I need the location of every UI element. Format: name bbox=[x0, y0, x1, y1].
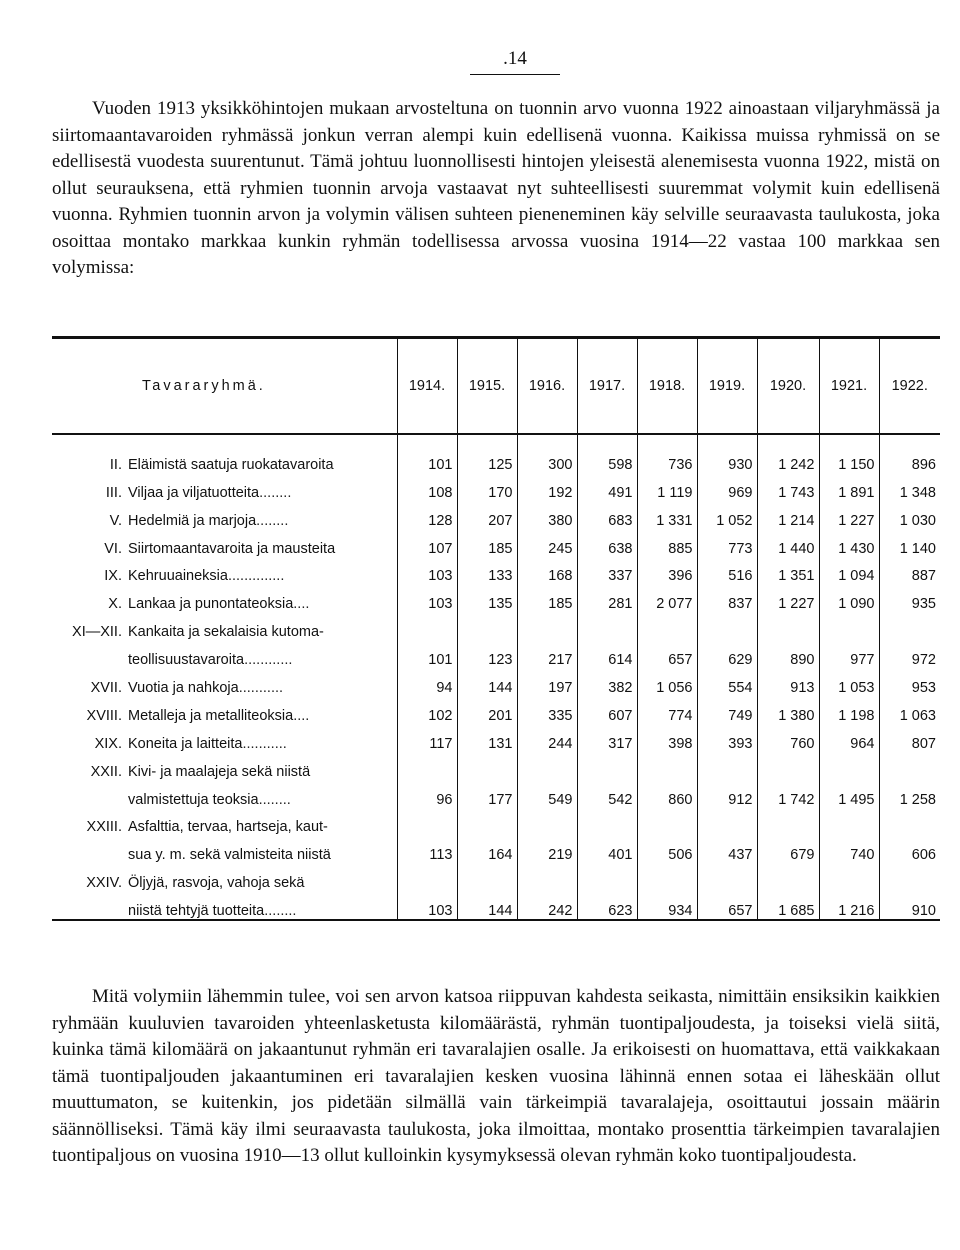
value-cell bbox=[757, 612, 819, 640]
value-cell: 516 bbox=[697, 557, 757, 585]
group-number: XVIII. bbox=[86, 707, 122, 724]
value-cell: 554 bbox=[697, 668, 757, 696]
value-cell: 913 bbox=[757, 668, 819, 696]
group-label: niistä tehtyjä tuotteita bbox=[128, 903, 265, 920]
value-cell: 185 bbox=[457, 529, 517, 557]
group-number: IX. bbox=[104, 568, 122, 585]
value-cell: 896 bbox=[879, 434, 940, 473]
group-name-cell bbox=[52, 434, 397, 473]
value-cell: 885 bbox=[637, 529, 697, 557]
value-cell: 317 bbox=[577, 724, 637, 752]
group-name-cell bbox=[52, 863, 397, 891]
value-cell: 1 119 bbox=[637, 473, 697, 501]
group-number: III. bbox=[105, 484, 122, 501]
value-cell bbox=[757, 863, 819, 891]
value-cell: 598 bbox=[577, 434, 637, 473]
group-name-cell bbox=[52, 696, 397, 724]
value-cell: 123 bbox=[457, 640, 517, 668]
value-cell: 2 077 bbox=[637, 584, 697, 612]
group-name-cell bbox=[52, 557, 397, 585]
value-cell: 1 063 bbox=[879, 696, 940, 724]
value-cell: 606 bbox=[879, 835, 940, 863]
value-cell bbox=[457, 808, 517, 836]
value-cell: 972 bbox=[879, 640, 940, 668]
value-cell: 657 bbox=[697, 891, 757, 920]
value-cell: 1 150 bbox=[819, 434, 879, 473]
value-cell: 629 bbox=[697, 640, 757, 668]
table-row bbox=[52, 434, 940, 473]
table-row bbox=[52, 584, 940, 612]
value-cell: 1 216 bbox=[819, 891, 879, 920]
group-label: Öljyjä, rasvoja, vahoja sekä bbox=[128, 875, 305, 892]
value-cell: 117 bbox=[397, 724, 457, 752]
header-group-label: Tavararyhmä. bbox=[52, 338, 397, 435]
table-row bbox=[52, 696, 940, 724]
value-cell: 300 bbox=[517, 434, 577, 473]
table-row bbox=[52, 612, 940, 640]
value-cell bbox=[637, 808, 697, 836]
value-cell bbox=[397, 612, 457, 640]
group-label: teollisuustavaroita bbox=[128, 652, 245, 669]
value-cell bbox=[697, 752, 757, 780]
value-cell: 185 bbox=[517, 584, 577, 612]
value-cell: 1 053 bbox=[819, 668, 879, 696]
value-cell: 113 bbox=[397, 835, 457, 863]
value-volume-ratio-table bbox=[52, 336, 940, 921]
group-label: Kankaita ja sekalaisia kutoma- bbox=[128, 624, 324, 641]
value-cell: 1 140 bbox=[879, 529, 940, 557]
group-number: X. bbox=[108, 596, 122, 613]
table-row bbox=[52, 473, 940, 501]
value-cell: 401 bbox=[577, 835, 637, 863]
table-body bbox=[52, 434, 940, 920]
value-cell: 396 bbox=[637, 557, 697, 585]
value-cell: 201 bbox=[457, 696, 517, 724]
header-year: 1921. bbox=[819, 338, 879, 435]
group-name-cell bbox=[52, 584, 397, 612]
header-year: 1917. bbox=[577, 338, 637, 435]
value-cell: 749 bbox=[697, 696, 757, 724]
value-cell: 437 bbox=[697, 835, 757, 863]
value-cell: 638 bbox=[577, 529, 637, 557]
value-cell: 890 bbox=[757, 640, 819, 668]
value-cell bbox=[757, 752, 819, 780]
value-cell: 144 bbox=[457, 891, 517, 920]
value-cell: 1 891 bbox=[819, 473, 879, 501]
value-cell: 774 bbox=[637, 696, 697, 724]
value-cell bbox=[879, 612, 940, 640]
value-cell: 1 198 bbox=[819, 696, 879, 724]
value-cell bbox=[517, 612, 577, 640]
leader-dots: ........ bbox=[264, 903, 297, 920]
value-cell: 614 bbox=[577, 640, 637, 668]
value-cell bbox=[819, 808, 879, 836]
value-cell: 1 056 bbox=[637, 668, 697, 696]
group-number: XIX. bbox=[94, 735, 122, 752]
table-row bbox=[52, 808, 940, 836]
value-cell: 380 bbox=[517, 501, 577, 529]
group-number: XXII. bbox=[90, 763, 122, 780]
group-label: Metalleja ja metalliteoksia bbox=[128, 707, 294, 724]
value-cell: 1 030 bbox=[879, 501, 940, 529]
value-cell: 549 bbox=[517, 780, 577, 808]
group-name-cell bbox=[52, 668, 397, 696]
leader-dots: ........ bbox=[256, 512, 289, 529]
value-cell: 1 331 bbox=[637, 501, 697, 529]
table-row bbox=[52, 780, 940, 808]
group-number: V. bbox=[109, 512, 122, 529]
value-cell: 837 bbox=[697, 584, 757, 612]
group-number: XI—XII. bbox=[72, 624, 122, 641]
value-cell: 102 bbox=[397, 696, 457, 724]
value-cell: 94 bbox=[397, 668, 457, 696]
group-name-cell bbox=[52, 835, 397, 863]
value-cell: 860 bbox=[637, 780, 697, 808]
value-cell: 683 bbox=[577, 501, 637, 529]
outro-paragraph bbox=[52, 984, 940, 1170]
value-cell bbox=[517, 808, 577, 836]
value-cell: 398 bbox=[637, 724, 697, 752]
value-cell: 930 bbox=[697, 434, 757, 473]
leader-dots: ............ bbox=[244, 652, 293, 669]
value-cell: 217 bbox=[517, 640, 577, 668]
value-cell bbox=[577, 808, 637, 836]
value-cell: 207 bbox=[457, 501, 517, 529]
value-cell: 506 bbox=[637, 835, 697, 863]
header-year: 1922. bbox=[879, 338, 940, 435]
intro-paragraph bbox=[52, 96, 940, 282]
value-cell: 910 bbox=[879, 891, 940, 920]
value-cell: 607 bbox=[577, 696, 637, 724]
outro-paragraph-text: Mitä volymiin lähemmin tulee, voi sen arvon katsoa riippuvan kahdesta seikasta, nimittäin ensiksikin kaikkien ryhmään kuuluvien tavaroiden yhteenlasketusta kilomäärästä, ryhmän tuontipaljoudesta, ja toiseksi vielä siitä, kuinka tämä kilomäärä on jakaantunut ryhmän eri tavaralajien osalle. Ja erikoisesti on huomattava, että vaikkakaan tämä tuontipaljouden jakaantuminen eri tavaralajien kesken vuosina lähinnä ennen sotaa ei läheskään ollut muuttumaton, se kuitenkin, jos pidetään silmällä vain tärkeimpiä tavaralajeja, osoittautui jossain määrin säännölliseksi. Tämä käy ilmi seuraavasta taulukosta, joka ilmoittaa, montako prosenttia tärkeimpien tavaralajien tuontipaljous on vuosina 1910—13 ollut kulloinkin kysymyksessä olevan ryhmän koko tuontipaljoudesta. bbox=[52, 986, 940, 1166]
value-cell: 170 bbox=[457, 473, 517, 501]
value-cell: 103 bbox=[397, 891, 457, 920]
table-row bbox=[52, 501, 940, 529]
value-cell: 542 bbox=[577, 780, 637, 808]
group-number: XVII. bbox=[90, 680, 122, 697]
value-cell: 101 bbox=[397, 434, 457, 473]
value-cell bbox=[697, 863, 757, 891]
value-cell bbox=[757, 808, 819, 836]
value-cell: 969 bbox=[697, 473, 757, 501]
group-label: Vuotia ja nahkoja bbox=[128, 680, 239, 697]
value-cell: 144 bbox=[457, 668, 517, 696]
value-cell: 773 bbox=[697, 529, 757, 557]
value-cell: 1 440 bbox=[757, 529, 819, 557]
value-cell: 1 495 bbox=[819, 780, 879, 808]
value-cell: 335 bbox=[517, 696, 577, 724]
value-cell: 1 090 bbox=[819, 584, 879, 612]
group-number: XXIII. bbox=[86, 819, 122, 836]
table-row bbox=[52, 557, 940, 585]
value-cell bbox=[637, 863, 697, 891]
value-cell: 197 bbox=[517, 668, 577, 696]
value-cell: 164 bbox=[457, 835, 517, 863]
value-cell: 133 bbox=[457, 557, 517, 585]
group-name-cell bbox=[52, 724, 397, 752]
value-cell bbox=[577, 752, 637, 780]
value-cell bbox=[577, 863, 637, 891]
value-cell: 1 242 bbox=[757, 434, 819, 473]
value-cell: 1 380 bbox=[757, 696, 819, 724]
value-cell: 242 bbox=[517, 891, 577, 920]
group-name-cell bbox=[52, 640, 397, 668]
table-row bbox=[52, 529, 940, 557]
value-cell: 107 bbox=[397, 529, 457, 557]
value-cell: 1 227 bbox=[757, 584, 819, 612]
leader-dots: .... bbox=[293, 596, 310, 613]
group-name-cell bbox=[52, 780, 397, 808]
value-cell: 1 351 bbox=[757, 557, 819, 585]
value-cell bbox=[819, 752, 879, 780]
page-number: .14 bbox=[470, 48, 560, 75]
value-cell: 934 bbox=[637, 891, 697, 920]
group-label: Siirtomaantavaroita ja mausteita bbox=[128, 540, 336, 557]
value-cell: 1 094 bbox=[819, 557, 879, 585]
group-label: Viljaa ja viljatuotteita bbox=[128, 484, 260, 501]
value-cell: 244 bbox=[517, 724, 577, 752]
value-cell bbox=[879, 752, 940, 780]
value-cell bbox=[457, 612, 517, 640]
value-cell: 382 bbox=[577, 668, 637, 696]
value-cell: 964 bbox=[819, 724, 879, 752]
table-row bbox=[52, 835, 940, 863]
header-year: 1920. bbox=[757, 338, 819, 435]
table-row bbox=[52, 668, 940, 696]
value-cell: 135 bbox=[457, 584, 517, 612]
leader-dots: .... bbox=[293, 707, 310, 724]
value-cell: 1 685 bbox=[757, 891, 819, 920]
group-label: Hedelmiä ja marjoja bbox=[128, 512, 257, 529]
value-cell: 1 052 bbox=[697, 501, 757, 529]
header-year: 1919. bbox=[697, 338, 757, 435]
group-label: sua y. m. sekä valmisteita niistä bbox=[128, 847, 331, 864]
table-row bbox=[52, 891, 940, 920]
value-cell: 108 bbox=[397, 473, 457, 501]
group-label: valmistettuja teoksia bbox=[128, 791, 259, 808]
value-cell: 337 bbox=[577, 557, 637, 585]
value-cell: 1 743 bbox=[757, 473, 819, 501]
value-cell bbox=[517, 752, 577, 780]
table-row bbox=[52, 863, 940, 891]
group-number: II. bbox=[109, 456, 122, 473]
value-cell: 1 258 bbox=[879, 780, 940, 808]
value-cell bbox=[879, 863, 940, 891]
value-cell: 101 bbox=[397, 640, 457, 668]
group-number: VI. bbox=[104, 540, 122, 557]
table-row bbox=[52, 752, 940, 780]
value-cell: 219 bbox=[517, 835, 577, 863]
group-number: XXIV. bbox=[86, 875, 122, 892]
value-cell: 281 bbox=[577, 584, 637, 612]
group-name-cell bbox=[52, 612, 397, 640]
value-cell: 807 bbox=[879, 724, 940, 752]
value-cell bbox=[517, 863, 577, 891]
value-cell: 1 742 bbox=[757, 780, 819, 808]
value-cell: 1 348 bbox=[879, 473, 940, 501]
value-cell bbox=[819, 863, 879, 891]
value-cell bbox=[819, 612, 879, 640]
value-cell: 977 bbox=[819, 640, 879, 668]
table-row bbox=[52, 640, 940, 668]
value-cell: 103 bbox=[397, 557, 457, 585]
table-row bbox=[52, 724, 940, 752]
header-year: 1918. bbox=[637, 338, 697, 435]
value-cell bbox=[637, 752, 697, 780]
value-cell: 887 bbox=[879, 557, 940, 585]
value-cell: 245 bbox=[517, 529, 577, 557]
value-cell: 740 bbox=[819, 835, 879, 863]
value-cell: 953 bbox=[879, 668, 940, 696]
value-cell bbox=[457, 863, 517, 891]
leader-dots: ........... bbox=[238, 680, 284, 697]
group-label: Kivi- ja maalajeja sekä niistä bbox=[128, 763, 311, 780]
leader-dots: ........... bbox=[242, 735, 287, 752]
leader-dots: .............. bbox=[227, 568, 285, 585]
value-cell: 657 bbox=[637, 640, 697, 668]
value-cell: 177 bbox=[457, 780, 517, 808]
value-cell: 1 430 bbox=[819, 529, 879, 557]
header-year: 1914. bbox=[397, 338, 457, 435]
value-cell: 125 bbox=[457, 434, 517, 473]
value-cell bbox=[697, 808, 757, 836]
value-cell: 103 bbox=[397, 584, 457, 612]
value-cell: 491 bbox=[577, 473, 637, 501]
group-name-cell bbox=[52, 529, 397, 557]
value-cell: 1 214 bbox=[757, 501, 819, 529]
group-name-cell bbox=[52, 808, 397, 836]
group-name-cell bbox=[52, 891, 397, 920]
value-cell: 623 bbox=[577, 891, 637, 920]
value-cell bbox=[397, 863, 457, 891]
value-cell: 935 bbox=[879, 584, 940, 612]
value-cell: 168 bbox=[517, 557, 577, 585]
value-cell bbox=[397, 752, 457, 780]
value-cell: 760 bbox=[757, 724, 819, 752]
value-cell bbox=[637, 612, 697, 640]
intro-paragraph-text: Vuoden 1913 yksikköhintojen mukaan arvosteltuna on tuonnin arvo vuonna 1922 ainoastaan viljaryhmässä ja siirtomaantavaroiden ryhmässä jonkun verran alempi kuin edellisenä vuonna. Kaikissa muissa ryhmissä on se edellisestä vuodesta suurentunut. Tämä johtuu luonnollisesti hintojen yleisestä alenemisesta vuonna 1922, mistä on ollut seurauksena, että ryhmien tuonnin arvoja vastaavat nyt suhteellisesti suuremmat volymit kuin edellisenä vuonna. Ryhmien tuonnin arvon ja volymin välisen suhteen pieneneminen käy selville seuraavasta taulukosta, joka osoittaa montako markkaa kunkin ryhmän todellisessa arvossa vuosina 1914—22 vastaa 100 markkaa sen volymissa: bbox=[52, 98, 940, 278]
group-name-cell bbox=[52, 501, 397, 529]
group-label: Kehruuaineksia bbox=[128, 568, 228, 585]
group-label: Koneita ja laitteita bbox=[128, 735, 243, 752]
leader-dots: ........ bbox=[259, 484, 292, 501]
group-label: Eläimistä saatuja ruokatavaroita bbox=[128, 456, 334, 473]
value-cell: 1 227 bbox=[819, 501, 879, 529]
leader-dots: ........ bbox=[258, 791, 291, 808]
value-cell bbox=[697, 612, 757, 640]
value-cell: 128 bbox=[397, 501, 457, 529]
value-cell: 736 bbox=[637, 434, 697, 473]
value-cell: 192 bbox=[517, 473, 577, 501]
value-cell: 96 bbox=[397, 780, 457, 808]
group-label: Lankaa ja punontateoksia bbox=[128, 596, 294, 613]
header-year: 1916. bbox=[517, 338, 577, 435]
value-cell bbox=[457, 752, 517, 780]
table-header-row bbox=[52, 338, 940, 435]
value-cell bbox=[879, 808, 940, 836]
value-cell: 679 bbox=[757, 835, 819, 863]
group-name-cell bbox=[52, 752, 397, 780]
value-cell bbox=[577, 612, 637, 640]
value-cell: 131 bbox=[457, 724, 517, 752]
value-cell: 393 bbox=[697, 724, 757, 752]
group-name-cell bbox=[52, 473, 397, 501]
group-label: Asfalttia, tervaa, hartseja, kaut- bbox=[128, 819, 328, 836]
value-cell: 912 bbox=[697, 780, 757, 808]
value-cell bbox=[397, 808, 457, 836]
header-year: 1915. bbox=[457, 338, 517, 435]
